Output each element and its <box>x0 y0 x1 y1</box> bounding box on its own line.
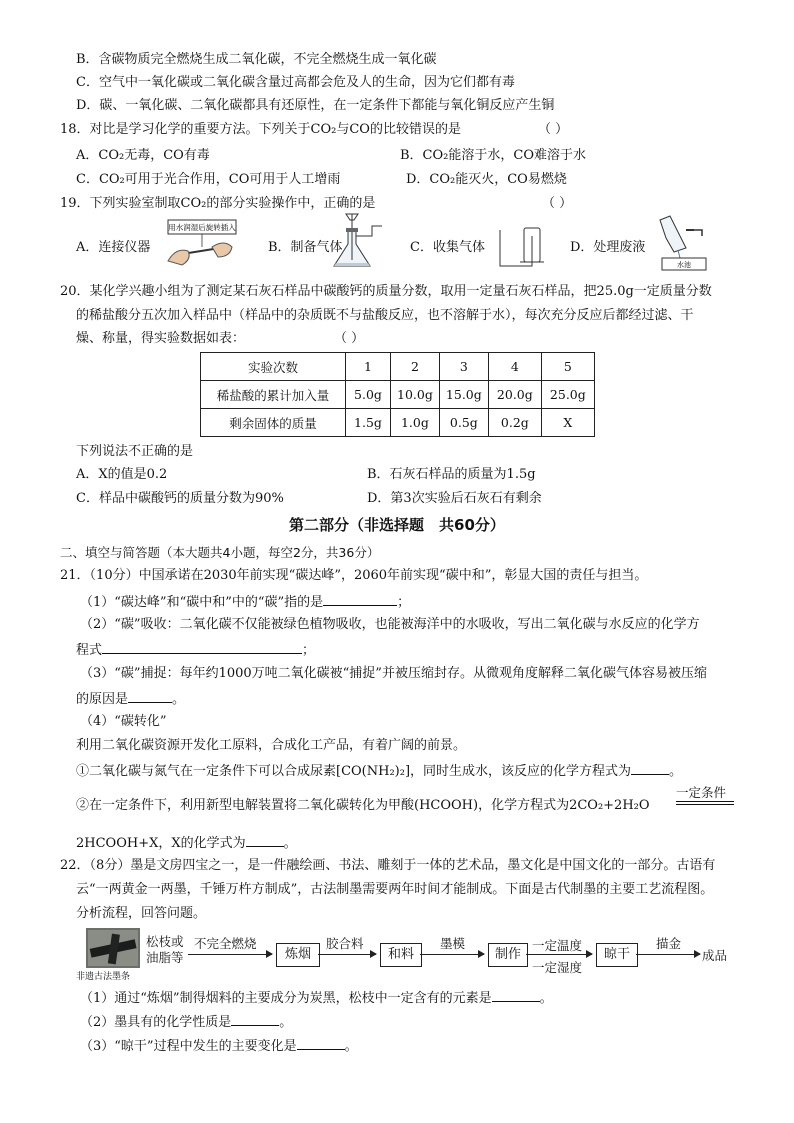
q18-option-a: A．CO₂无毒，CO有毒 <box>76 148 210 163</box>
flow-arrow-icon <box>420 954 484 955</box>
flow-box-4: 晾干 <box>596 943 638 967</box>
table-cell: 15.0g <box>439 381 488 409</box>
q17-option-c: C．空气中一氧化碳或二氧化碳含量过高都会危及人的生命，因为它们都有毒 <box>76 75 515 90</box>
gas-collection-figure <box>496 222 552 272</box>
table-cell: 1.0g <box>391 409 440 437</box>
q21-sub2a: （2）“碳”吸收：二氧化碳不仅能被绿色植物吸收，也能被海洋中的水吸收，写出二氧化碳与水反应的化学方 <box>80 617 700 632</box>
table-cell: 1.5g <box>346 409 391 437</box>
q22-period: 。 <box>344 1039 358 1054</box>
q18-option-c: C．CO₂可用于光合作用，CO可用于人工增雨 <box>76 172 341 187</box>
q19-option-d: D．处理废液 <box>570 240 646 255</box>
flow-arrow-icon <box>636 954 700 955</box>
q20-prompt: 下列说法不正确的是 <box>76 444 194 459</box>
q21-semicolon: ； <box>397 595 411 610</box>
table-cell: 0.2g <box>488 409 541 437</box>
flow-arrow-icon <box>188 954 272 955</box>
section-heading: 二、填空与简答题（本大题共4小题，每空2分，共36分） <box>60 545 380 560</box>
q20-stem-line3: 燥、称量，得实验数据如表： <box>76 331 246 346</box>
flow-step-label-1: 不完全燃烧 <box>194 936 257 951</box>
q20-stem-line1: 20．某化学兴趣小组为了测定某石灰石样品中碳酸钙的质量分数，取用一定量石灰石样品，把25.0g一定质量分数 <box>60 284 712 299</box>
answer-blank[interactable] <box>231 1012 279 1026</box>
answer-blank[interactable] <box>323 592 397 606</box>
answer-blank[interactable] <box>128 689 172 703</box>
table-cell: 4 <box>488 353 541 381</box>
q19-a-note: 用水润湿后旋转插入 <box>168 223 236 232</box>
q21-sub3a: （3）“碳”捕捉：每年约1000万吨二氧化碳被“捕捉”并被压缩封存。从微观角度解释二氧化碳气体容易被压缩 <box>80 666 707 681</box>
q22-period: 。 <box>539 991 553 1006</box>
q22-stem-line1: 22．（8分）墨是文房四宝之一，是一件融绘画、书法、雕刻于一体的艺术品，墨文化是中国文化的一部分。古语有 <box>60 858 716 873</box>
ink-stick-caption: 非遗古法墨条 <box>76 972 131 982</box>
q21-stem: 21．（10分）中国承诺在2030年前实现“碳达峰”，2060年前实现“碳中和”，彰显大国的责任与担当。 <box>60 568 648 583</box>
table-cell: 5 <box>541 353 594 381</box>
table-cell: 1 <box>346 353 391 381</box>
part2-title: 第二部分（非选择题 共60分） <box>289 516 505 534</box>
q21-sub4-3-text: 2HCOOH+X，X的化学式为 <box>76 836 246 851</box>
q19-option-c: C．收集气体 <box>410 240 485 255</box>
table-cell: 5.0g <box>346 381 391 409</box>
q20-stem-line2: 的稀盐酸分五次加入样品中（样品中的杂质既不与盐酸反应，也不溶解于水），每次充分反应后都经过滤、干 <box>76 308 694 323</box>
waste-disposal-figure <box>648 214 712 272</box>
table-cell: 3 <box>439 353 488 381</box>
q22-stem-line2: 云“一两黄金一两墨，千锤万杵方制成”，古法制墨需要两年时间才能制成。下面是古代制墨的主要工艺流程图。 <box>76 882 714 897</box>
equation-bar <box>676 804 734 805</box>
table-header-cell: 稀盐酸的累计加入量 <box>201 381 346 409</box>
q20-answer-paren: （ ） <box>334 331 365 346</box>
q22-sub3 <box>80 1036 358 1056</box>
q21-sub1 <box>80 592 410 612</box>
q22-period: 。 <box>279 1015 293 1030</box>
answer-blank[interactable] <box>246 833 284 847</box>
q19-option-b: B．制备气体 <box>268 240 343 255</box>
answer-blank[interactable] <box>631 761 669 775</box>
ink-stick-photo <box>86 928 140 968</box>
table-row <box>201 353 595 381</box>
q17-option-b: B．含碳物质完全燃烧生成二氧化碳，不完全燃烧生成一氧化碳 <box>76 52 437 67</box>
q20-option-d: D．第3次实验后石灰石有剩余 <box>367 491 542 506</box>
q21-sub3b-text: 的原因是 <box>76 692 129 707</box>
table-row <box>201 381 595 409</box>
q22-sub1-text: （1）通过“炼烟”制得烟料的主要成分为炭黑，松枝中一定含有的元素是 <box>80 991 492 1006</box>
q20-option-b: B．石灰石样品的质量为1.5g <box>367 467 536 482</box>
flow-arrow-icon <box>526 954 592 955</box>
q21-period: 。 <box>283 836 297 851</box>
q19-answer-paren: （ ） <box>542 196 573 211</box>
q21-sub2b <box>76 640 315 660</box>
q21-semicolon: ； <box>302 643 316 658</box>
flow-arrow-icon <box>318 954 376 955</box>
equation-bar <box>676 801 734 802</box>
q21-sub4-2: ②在一定条件下，利用新型电解装置将二氧化碳转化为甲酸(HCOOH)，化学方程式为2CO₂+2H₂O <box>76 798 650 813</box>
q21-period: 。 <box>172 692 186 707</box>
flow-box-3: 制作 <box>488 943 528 967</box>
table-row <box>201 409 595 437</box>
answer-blank[interactable] <box>492 988 540 1002</box>
table-cell: 2 <box>391 353 440 381</box>
flow-box-2: 和料 <box>380 943 422 967</box>
q22-sub3-text: （3）“晾干”过程中发生的主要变化是 <box>80 1039 297 1054</box>
q22-sub2 <box>80 1012 292 1032</box>
q17-option-d: D．碳、一氧化碳、二氧化碳都具有还原性，在一定条件下都能与氧化铜反应产生铜 <box>76 98 555 113</box>
flow-box-1: 炼烟 <box>276 943 320 967</box>
answer-blank[interactable] <box>297 1036 345 1050</box>
answer-blank[interactable] <box>102 640 302 654</box>
flow-step-label-4a: 一定温度 <box>532 938 583 953</box>
q18-answer-paren: （ ） <box>538 122 569 137</box>
flow-start: 松枝或 油脂等 <box>146 934 184 965</box>
table-header-cell: 实验次数 <box>201 353 346 381</box>
q21-sub2b-text: 程式 <box>76 643 103 658</box>
q21-period: 。 <box>669 764 683 779</box>
q18-option-b: B．CO₂能溶于水，CO难溶于水 <box>400 148 586 163</box>
q21-sub3b <box>76 689 185 709</box>
table-cell: 25.0g <box>541 381 594 409</box>
connecting-apparatus-figure <box>162 217 238 269</box>
q21-sub4-intro: 利用二氧化碳资源开发化工原料，合成化工产品，有着广阔的前景。 <box>76 738 467 753</box>
q21-sub4-1-text: ①二氧化碳与氮气在一定条件下可以合成尿素[CO(NH₂)₂]，同时生成水，该反应的化学方程式为 <box>76 764 632 779</box>
q20-option-a: A．X的值是0.2 <box>76 467 168 482</box>
experiment-data-table <box>200 352 595 437</box>
q20-option-c: C．样品中碳酸钙的质量分数为90% <box>76 491 284 506</box>
table-cell: 0.5g <box>439 409 488 437</box>
table-cell: X <box>541 409 594 437</box>
q19-option-a: A．连接仪器 <box>76 240 151 255</box>
table-cell: 20.0g <box>488 381 541 409</box>
q21-sub1-text: （1）“碳达峰”和“碳中和”中的“碳”指的是 <box>80 595 324 610</box>
flow-step-label-5: 描金 <box>656 936 682 951</box>
q21-sub4: （4）“碳转化” <box>80 714 167 729</box>
q22-sub2-text: （2）墨具有的化学性质是 <box>80 1015 232 1030</box>
q18-option-d: D．CO₂能灭火，CO易燃烧 <box>406 172 567 187</box>
flow-step-label-4b: 一定湿度 <box>532 960 583 975</box>
gas-preparation-flask-figure <box>326 210 388 272</box>
q21-sub4-1 <box>76 761 682 781</box>
reaction-condition: 一定条件 <box>676 785 727 800</box>
flow-step-label-2: 胶合料 <box>326 936 364 951</box>
q19-stem: 19．下列实验室制取CO₂的部分实验操作中，正确的是 <box>60 196 376 211</box>
q18-stem: 18．对比是学习化学的重要方法。下列关于CO₂与CO的比较错误的是 <box>60 122 461 137</box>
table-header-cell: 剩余固体的质量 <box>201 409 346 437</box>
flow-end: 成品 <box>702 948 728 963</box>
q21-sub4-3 <box>76 833 297 853</box>
flow-step-label-3: 墨模 <box>440 936 466 951</box>
table-cell: 10.0g <box>391 381 440 409</box>
q22-stem-line3: 分析流程，回答问题。 <box>76 906 207 921</box>
q19-d-note: 水池 <box>677 261 691 269</box>
q22-sub1 <box>80 988 553 1008</box>
